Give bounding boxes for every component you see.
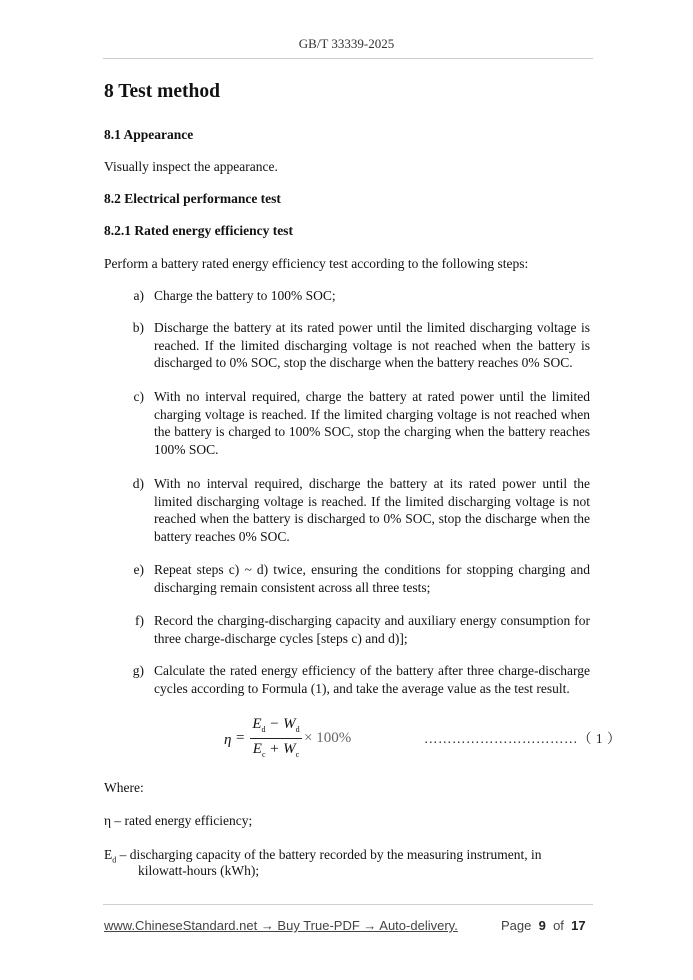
list-item-text: Discharge the battery at its rated power until the limited discharging voltage is reached. If the limited discharging voltage is not reached when the battery is discharged to 0% SOC, stop the discharge when the battery reaches 0% SOC. — [154, 320, 590, 370]
list-item-text: Record the charging-discharging capacity and auxiliary energy consumption for three charge-discharge cycles [steps c) and d)]; — [154, 613, 590, 646]
formula-numerator: $E_d - W_d$ — [252, 716, 300, 734]
list-item — [104, 612, 590, 647]
list-item-label: d) — [132, 476, 144, 491]
list-item-label: b) — [132, 320, 144, 335]
section-title: 8 Test method — [104, 81, 220, 102]
list-item — [104, 287, 590, 305]
list-item-label: c) — [133, 389, 144, 404]
list-item-text: Charge the battery to 100% SOC; — [154, 288, 336, 303]
intro-paragraph: Perform a battery rated energy efficiency test according to the following steps: — [104, 256, 529, 271]
list-item — [104, 561, 590, 596]
list-item — [104, 475, 590, 545]
list-item — [104, 388, 590, 458]
subsection-title-8-2: 8.2 Electrical performance test — [104, 191, 281, 206]
list-item-label: f) — [135, 613, 144, 628]
footer-divider — [103, 904, 593, 905]
definition-ed-symbol: E — [104, 847, 113, 862]
definition-ed-text: – discharging capacity of the battery recorded by the measuring instrument, in — [116, 847, 542, 862]
list-item-label: a) — [133, 288, 144, 303]
definition-eta: η – rated energy efficiency; — [104, 813, 253, 828]
formula-eta: η — [224, 732, 232, 748]
list-item-text: With no interval required, discharge the battery at its rated power until the limited discharging voltage is reached. If the limited discharging voltage is not reached when the battery is discharged to 0% SOC, stop the discharge when the battery reaches 0% SOC. — [154, 476, 590, 544]
formula-denominator: $E_c + W_c$ — [252, 741, 300, 759]
subsection-title-8-1: 8.1 Appearance — [104, 127, 194, 142]
footer-link[interactable]: www.ChineseStandard.net → Buy True-PDF → Auto-delivery. — [104, 918, 458, 933]
where-label: Where: — [104, 780, 144, 795]
list-item-label: g) — [132, 663, 144, 678]
formula-percent: × 100% — [304, 730, 352, 746]
formula-fraction-bar — [250, 738, 302, 739]
formula-equals: = — [236, 730, 245, 746]
current-page: 9 — [538, 918, 546, 933]
page-indicator: Page 9 of 17 — [501, 918, 586, 933]
list-item-text: Calculate the rated energy efficiency of the battery after three charge-discharge cycles according to Formula (1), and take the average value as the test result. — [154, 663, 590, 696]
formula-number: ……………………………（ 1 ） — [424, 731, 621, 746]
energy-efficiency-formula — [224, 714, 364, 762]
subsection-title-8-2-1: 8.2.1 Rated energy efficiency test — [104, 223, 293, 238]
list-item — [104, 319, 590, 372]
definition-ed-continued: kilowatt-hours (kWh); — [138, 863, 260, 878]
document-code-header: GB/T 33339-2025 — [298, 36, 395, 51]
definition-ed: $E_d$ – discharging capacity of the battery recorded by the measuring instrument, in — [104, 847, 542, 865]
total-pages: 17 — [571, 918, 586, 933]
list-item-text: Repeat steps c) ~ d) twice, ensuring the conditions for stopping charging and discharging remain consistent across all three tests; — [154, 562, 590, 595]
header-divider — [103, 58, 593, 59]
list-item — [104, 662, 590, 697]
list-item-label: e) — [133, 562, 144, 577]
list-item-text: With no interval required, charge the battery at rated power until the limited charging voltage is reached. If the limited charging voltage is not reached when the battery is charged to 100% SOC, stop the charging when the battery reaches 100% SOC. — [154, 389, 590, 457]
appearance-text: Visually inspect the appearance. — [104, 159, 278, 174]
